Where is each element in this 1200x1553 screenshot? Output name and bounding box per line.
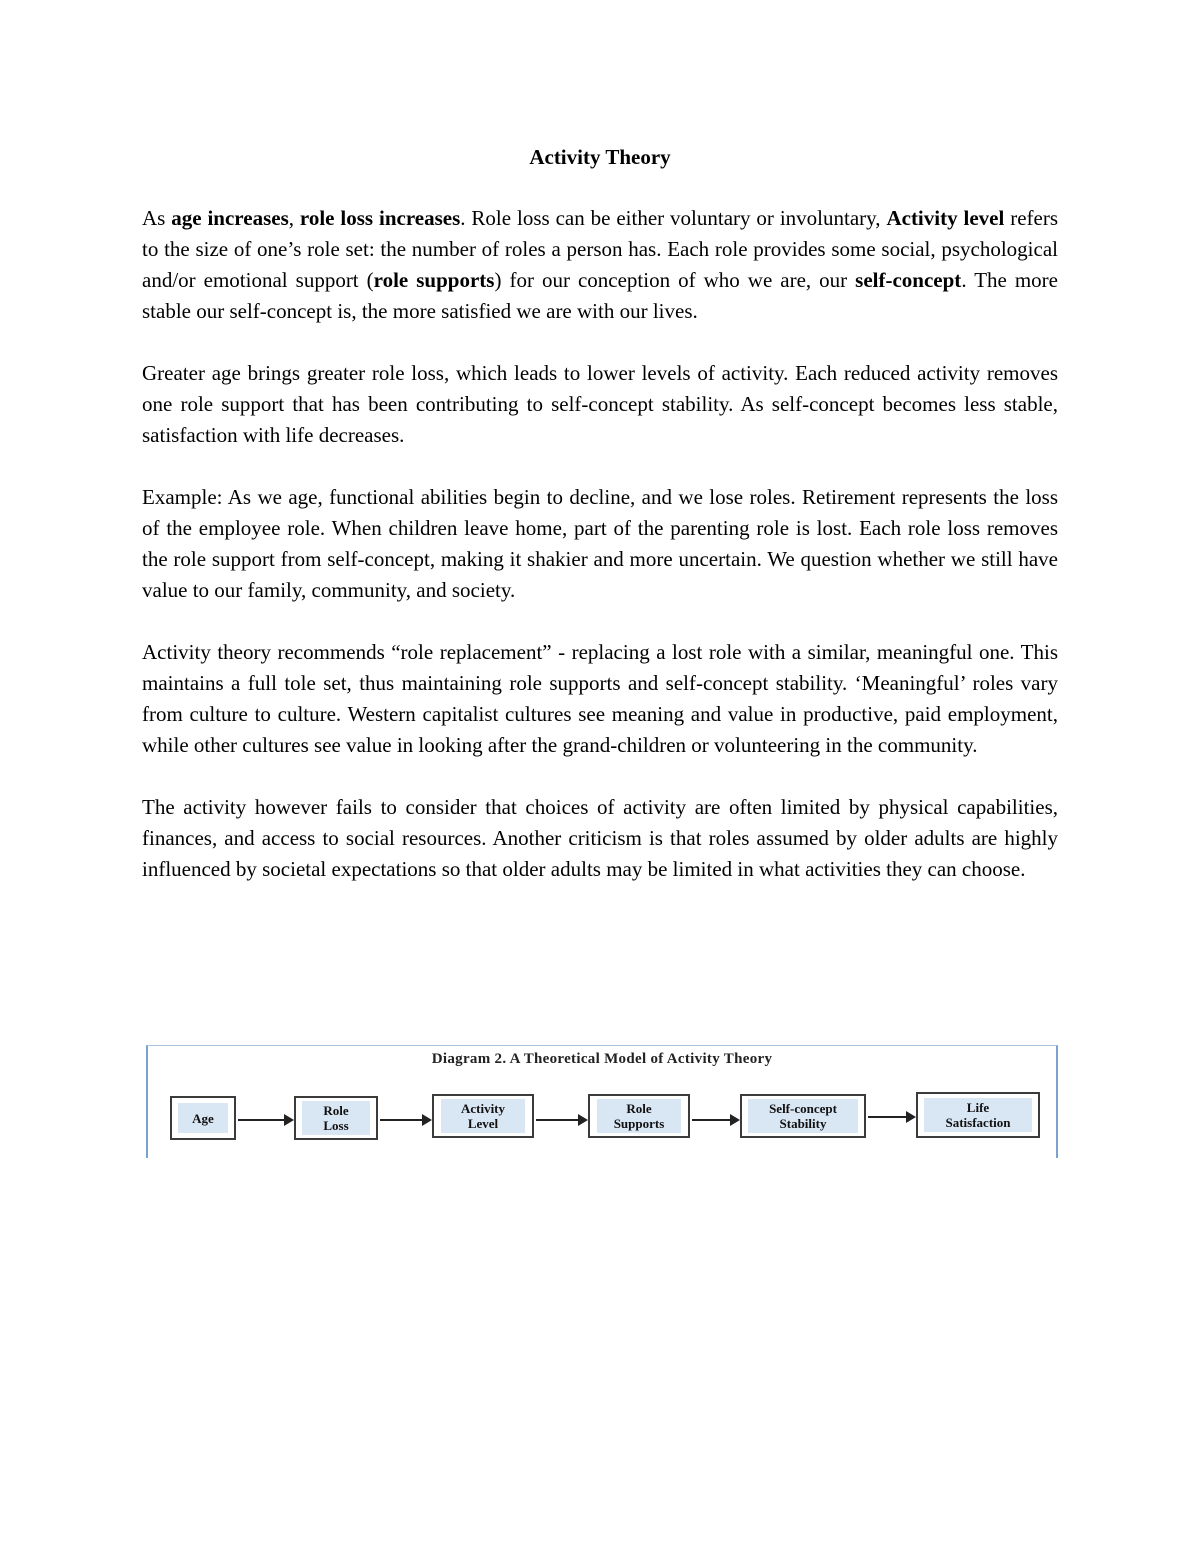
text-run: . Role loss can be either voluntary or involuntary, [460, 206, 887, 230]
arrow-icon [868, 1116, 914, 1118]
text-run: ) for our conception of who we are, our [494, 268, 856, 292]
bold-term-self-concept: self-concept [855, 268, 962, 292]
node-label [441, 1099, 525, 1133]
node-label-line: Stability [779, 1116, 827, 1131]
node-label-line: Satisfaction [945, 1115, 1011, 1130]
diagram-node-role-supports [588, 1094, 690, 1138]
node-label-line: Self-concept [769, 1101, 837, 1116]
node-label-line: Role [626, 1101, 652, 1116]
node-label [302, 1101, 370, 1135]
arrow-icon [380, 1119, 430, 1121]
node-label-line: Supports [613, 1116, 665, 1131]
diagram-node-role-loss [294, 1096, 378, 1140]
diagram-node-self-concept-stability [740, 1094, 866, 1138]
bold-term-activity-level: Activity level [886, 206, 1005, 230]
node-label-line: Role [323, 1103, 349, 1118]
node-label-line: Age [192, 1110, 214, 1126]
paragraph-5: The activity however fails to consider that choices of activity are often limited by physical capabilities, finances, and access to social resources. Another criticism is that roles assumed by older adults are highly influenced by societal expectations so that older adults may be limited in what activities they can choose. [142, 795, 1058, 881]
node-label-line: Life [966, 1100, 990, 1115]
bold-term-role-supports: role supports [373, 268, 495, 292]
node-label-line: Activity [460, 1101, 506, 1116]
text-run: refers to the size of one’s role set: the number of roles a person has. Each role provides some social, psychological and/or emotional support ( [142, 206, 1059, 292]
node-label-line: Loss [323, 1118, 349, 1133]
paragraph-2: Greater age brings greater role loss, which leads to lower levels of activity. Each reduced activity removes one role support that has been contributing to self-concept stability. As self-concept becomes less stable, satisfaction with life decreases. [142, 361, 1058, 447]
diagram-node-activity-level [432, 1094, 534, 1138]
bold-term-age-increases: age increases [171, 206, 289, 230]
arrow-icon [238, 1119, 292, 1121]
activity-theory-diagram [146, 1045, 1058, 1158]
diagram-node-age [170, 1096, 236, 1140]
diagram-title: Diagram 2. A Theoretical Model of Activity Theory [431, 1051, 773, 1067]
node-label [924, 1098, 1032, 1132]
document-body [142, 203, 1058, 916]
node-label [178, 1103, 228, 1133]
paragraph-3: Example: As we age, functional abilities begin to decline, and we lose roles. Retirement represents the loss of the employee role. When children leave home, part of the parenting role is lost. Each role loss removes the role support from self-concept, making it shakier and more uncertain. We question whether we still have value to our family, community, and society. [142, 485, 1058, 602]
arrow-icon [692, 1119, 738, 1121]
document-title: Activity Theory [529, 145, 671, 169]
paragraph-4: Activity theory recommends “role replacement” - replacing a lost role with a similar, meaningful one. This maintains a full tole set, thus maintaining role supports and self-concept stability. ‘Meaningful’ roles vary from culture to culture. Western capitalist cultures see meaning and value in productive, paid employment, while other cultures see value in looking after the grand-children or volunteering in the community. [142, 640, 1058, 757]
bold-term-role-loss-increases: role loss increases [299, 206, 461, 230]
arrow-icon [536, 1119, 586, 1121]
node-label [597, 1099, 681, 1133]
diagram-node-life-satisfaction [916, 1092, 1040, 1138]
paragraph-1 [142, 203, 1058, 327]
text-run: As [142, 206, 172, 230]
text-run: , [288, 206, 300, 230]
node-label [748, 1099, 858, 1133]
text-run: . The more stable our self-concept is, the more satisfied we are with our lives. [142, 268, 1058, 323]
node-label-line: Level [467, 1116, 499, 1131]
